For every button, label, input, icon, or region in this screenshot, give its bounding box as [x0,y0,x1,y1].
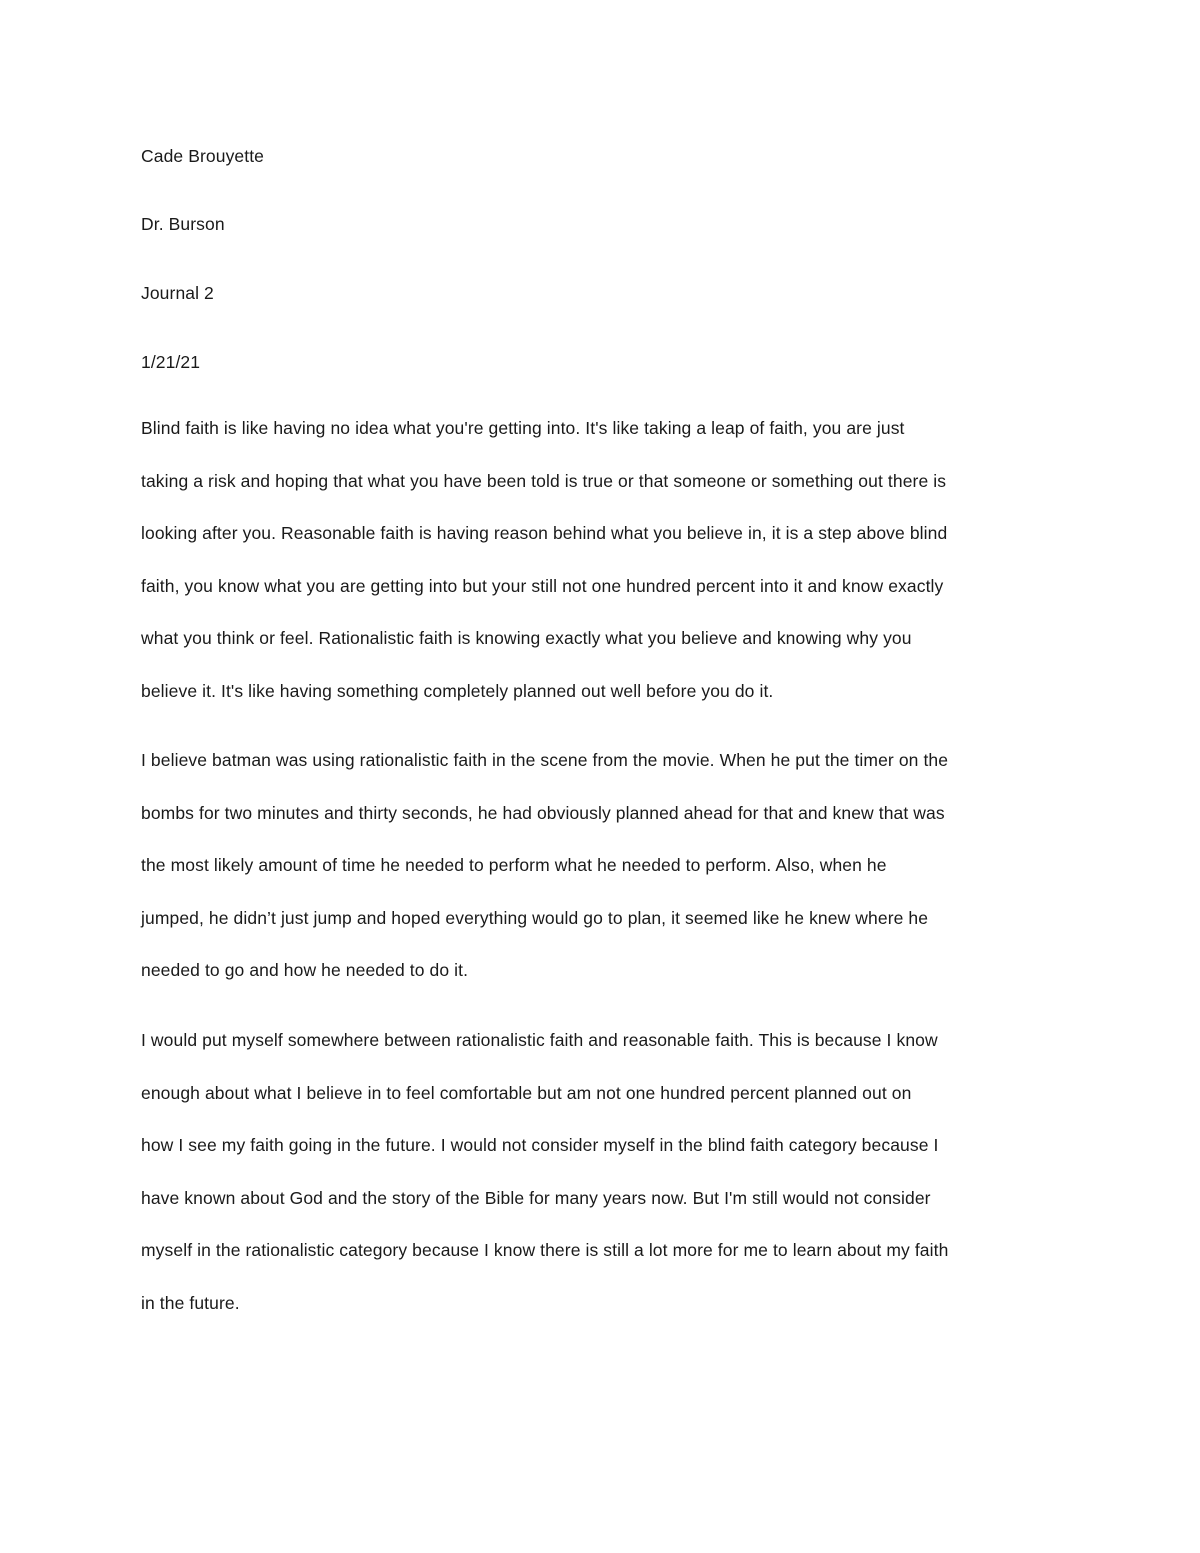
paragraph-line: I would put myself somewhere between rationalistic faith and reasonable faith. This is because I know [141,1030,938,1050]
paragraph-line: enough about what I believe in to feel comfortable but am not one hundred percent planned out on [141,1082,912,1103]
assignment-title: Journal 2 [141,283,214,303]
paragraph-line: have known about God and the story of the Bible for many years now. But I'm still would not consider [141,1187,931,1208]
paragraph-line: how I see my faith going in the future. I would not consider myself in the blind faith category because I [141,1135,939,1155]
instructor-name: Dr. Burson [141,214,225,234]
paragraph-faith-types [141,416,1071,731]
paragraph-line: what you think or feel. Rationalistic faith is knowing exactly what you believe and knowing why you [141,628,912,648]
paragraph-line: looking after you. Reasonable faith is having reason behind what you believe in, it is a step above blind [141,523,948,543]
paragraph-self-assessment [141,1028,1071,1343]
paragraph-line: Blind faith is like having no idea what you're getting into. It's like taking a leap of faith, you are just [141,418,905,438]
paragraph-line: bombs for two minutes and thirty seconds, he had obviously planned ahead for that and knew that was [141,802,945,823]
paragraph-line: faith, you know what you are getting into but your still not one hundred percent into it and know exactly [141,575,944,596]
document-date: 1/21/21 [141,352,201,372]
paragraph-line: believe it. It's like having something completely planned out well before you do it. [141,680,774,701]
paragraph-line: jumped, he didn’t just jump and hoped everything would go to plan, it seemed like he knew where he [141,907,929,928]
paragraph-line: I believe batman was using rationalistic faith in the scene from the movie. When he put the timer on the [141,750,949,770]
paragraph-line: myself in the rationalistic category because I know there is still a lot more for me to learn about my faith [141,1240,949,1260]
paragraph-line: needed to go and how he needed to do it. [141,960,469,980]
paragraph-line: the most likely amount of time he needed to perform what he needed to perform. Also, when he [141,855,887,875]
paragraph-line: in the future. [141,1292,240,1313]
author-name: Cade Brouyette [141,146,265,166]
paragraph-line: taking a risk and hoping that what you have been told is true or that someone or something out there is [141,470,947,491]
paragraph-batman [141,748,1071,1011]
